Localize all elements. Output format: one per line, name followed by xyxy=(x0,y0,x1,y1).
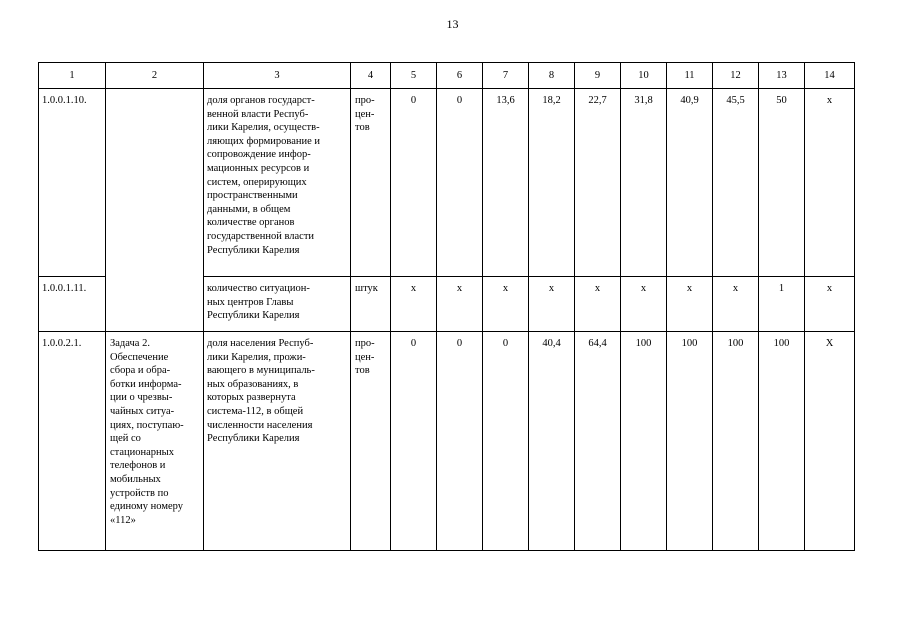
column-header: 4 xyxy=(351,63,391,89)
value-cell: x xyxy=(621,277,667,332)
column-header: 7 xyxy=(483,63,529,89)
task-line: стационарных xyxy=(110,446,174,458)
column-header: 9 xyxy=(575,63,621,89)
column-header: 10 xyxy=(621,63,667,89)
task-line: «112» xyxy=(110,514,136,526)
unit-line: про- xyxy=(355,95,375,106)
column-header: 6 xyxy=(437,63,483,89)
indicator-line: пространственными xyxy=(207,190,298,202)
task-line: ции о чрезвы- xyxy=(110,392,173,404)
indicator-description xyxy=(204,332,351,551)
indicator-line: численности населения xyxy=(207,419,313,431)
value-cell: 40,4 xyxy=(529,332,575,551)
table-row xyxy=(39,332,855,551)
task-line: чайных ситуа- xyxy=(110,405,175,417)
value-cell: 0 xyxy=(437,332,483,551)
value-cell: 45,5 xyxy=(713,89,759,277)
value-cell: 22,7 xyxy=(575,89,621,277)
value-cell: 0 xyxy=(391,332,437,551)
value-cell: 100 xyxy=(621,332,667,551)
indicator-line: Республики Карелия xyxy=(207,244,300,256)
task-line: телефонов и xyxy=(110,460,166,472)
value-cell: 13,6 xyxy=(483,89,529,277)
indicator-line: Республики Карелия xyxy=(207,310,300,322)
indicator-line: доля органов государст- xyxy=(207,95,315,106)
table-row xyxy=(39,89,855,277)
indicator-description xyxy=(204,277,351,332)
unit-cell xyxy=(351,277,391,332)
task-cell-empty xyxy=(106,89,204,332)
task-line: единому номеру xyxy=(110,501,184,513)
indicator-line: количество ситуацион- xyxy=(207,283,310,294)
unit-line: тов xyxy=(355,365,370,377)
indicator-line: которых развернута xyxy=(207,392,296,404)
indicator-line: государственной власти xyxy=(207,230,315,242)
unit-line: про- xyxy=(355,338,375,349)
column-header: 12 xyxy=(713,63,759,89)
value-cell: 18,2 xyxy=(529,89,575,277)
value-cell: x xyxy=(713,277,759,332)
row-code: 1.0.0.1.10. xyxy=(39,89,106,277)
column-header: 14 xyxy=(805,63,855,89)
value-cell: x xyxy=(575,277,621,332)
indicator-line: венной власти Респуб- xyxy=(207,108,309,120)
column-header: 3 xyxy=(204,63,351,89)
value-cell: 100 xyxy=(713,332,759,551)
indicator-line: сопровождение инфор- xyxy=(207,149,311,161)
column-header: 5 xyxy=(391,63,437,89)
value-cell: x xyxy=(391,277,437,332)
header-row xyxy=(39,63,855,89)
indicator-line: количестве органов xyxy=(207,217,295,229)
unit-line: штук xyxy=(355,283,378,294)
indicator-line: систем, оперирующих xyxy=(207,176,307,188)
value-cell: 0 xyxy=(391,89,437,277)
row-code: 1.0.0.1.11. xyxy=(39,277,106,332)
value-cell: x xyxy=(483,277,529,332)
indicator-line: ных образованиях, в xyxy=(207,378,299,390)
value-cell: x xyxy=(667,277,713,332)
indicator-line: вающего в муниципаль- xyxy=(207,365,315,377)
indicator-line: данными, в общем xyxy=(207,203,291,215)
column-header: 8 xyxy=(529,63,575,89)
value-cell: x xyxy=(437,277,483,332)
indicator-line: лики Карелия, прожи- xyxy=(207,351,306,363)
value-cell: x xyxy=(805,277,855,332)
indicator-description xyxy=(204,89,351,277)
task-line: сбора и обра- xyxy=(110,365,171,377)
unit-line: тов xyxy=(355,122,370,134)
value-cell: 64,4 xyxy=(575,332,621,551)
value-cell: 0 xyxy=(437,89,483,277)
value-cell: 50 xyxy=(759,89,805,277)
indicator-line: ляющих формирование и xyxy=(207,135,321,147)
column-header: 11 xyxy=(667,63,713,89)
value-cell: 0 xyxy=(483,332,529,551)
unit-cell xyxy=(351,332,391,551)
unit-cell xyxy=(351,89,391,277)
value-cell: x xyxy=(805,89,855,277)
indicator-line: система-112, в общей xyxy=(207,405,304,417)
task-line: Обеспечение xyxy=(110,351,169,363)
task-line: мобильных xyxy=(110,473,161,485)
indicators-table xyxy=(38,62,855,551)
indicator-line: ных центров Главы xyxy=(207,296,294,308)
page-number: 13 xyxy=(446,17,459,31)
unit-line: цен- xyxy=(355,108,375,120)
task-line: циях, поступаю- xyxy=(110,419,184,431)
value-cell: 100 xyxy=(759,332,805,551)
value-cell: 1 xyxy=(759,277,805,332)
task-line: устройств по xyxy=(110,487,169,499)
task-description xyxy=(106,332,204,551)
row-code: 1.0.0.2.1. xyxy=(39,332,106,551)
indicator-line: лики Карелия, осуществ- xyxy=(207,122,320,134)
indicator-line: Республики Карелия xyxy=(207,433,300,445)
value-cell: 100 xyxy=(667,332,713,551)
task-line: щей со xyxy=(110,433,141,445)
indicator-line: мационных ресурсов и xyxy=(207,162,310,174)
value-cell: 31,8 xyxy=(621,89,667,277)
task-line: ботки информа- xyxy=(110,378,182,390)
value-cell: X xyxy=(805,332,855,551)
column-header: 1 xyxy=(39,63,106,89)
column-header: 13 xyxy=(759,63,805,89)
value-cell: x xyxy=(529,277,575,332)
column-header: 2 xyxy=(106,63,204,89)
task-line: Задача 2. xyxy=(110,338,150,349)
unit-line: цен- xyxy=(355,351,375,363)
value-cell: 40,9 xyxy=(667,89,713,277)
indicator-line: доля населения Респуб- xyxy=(207,338,314,349)
